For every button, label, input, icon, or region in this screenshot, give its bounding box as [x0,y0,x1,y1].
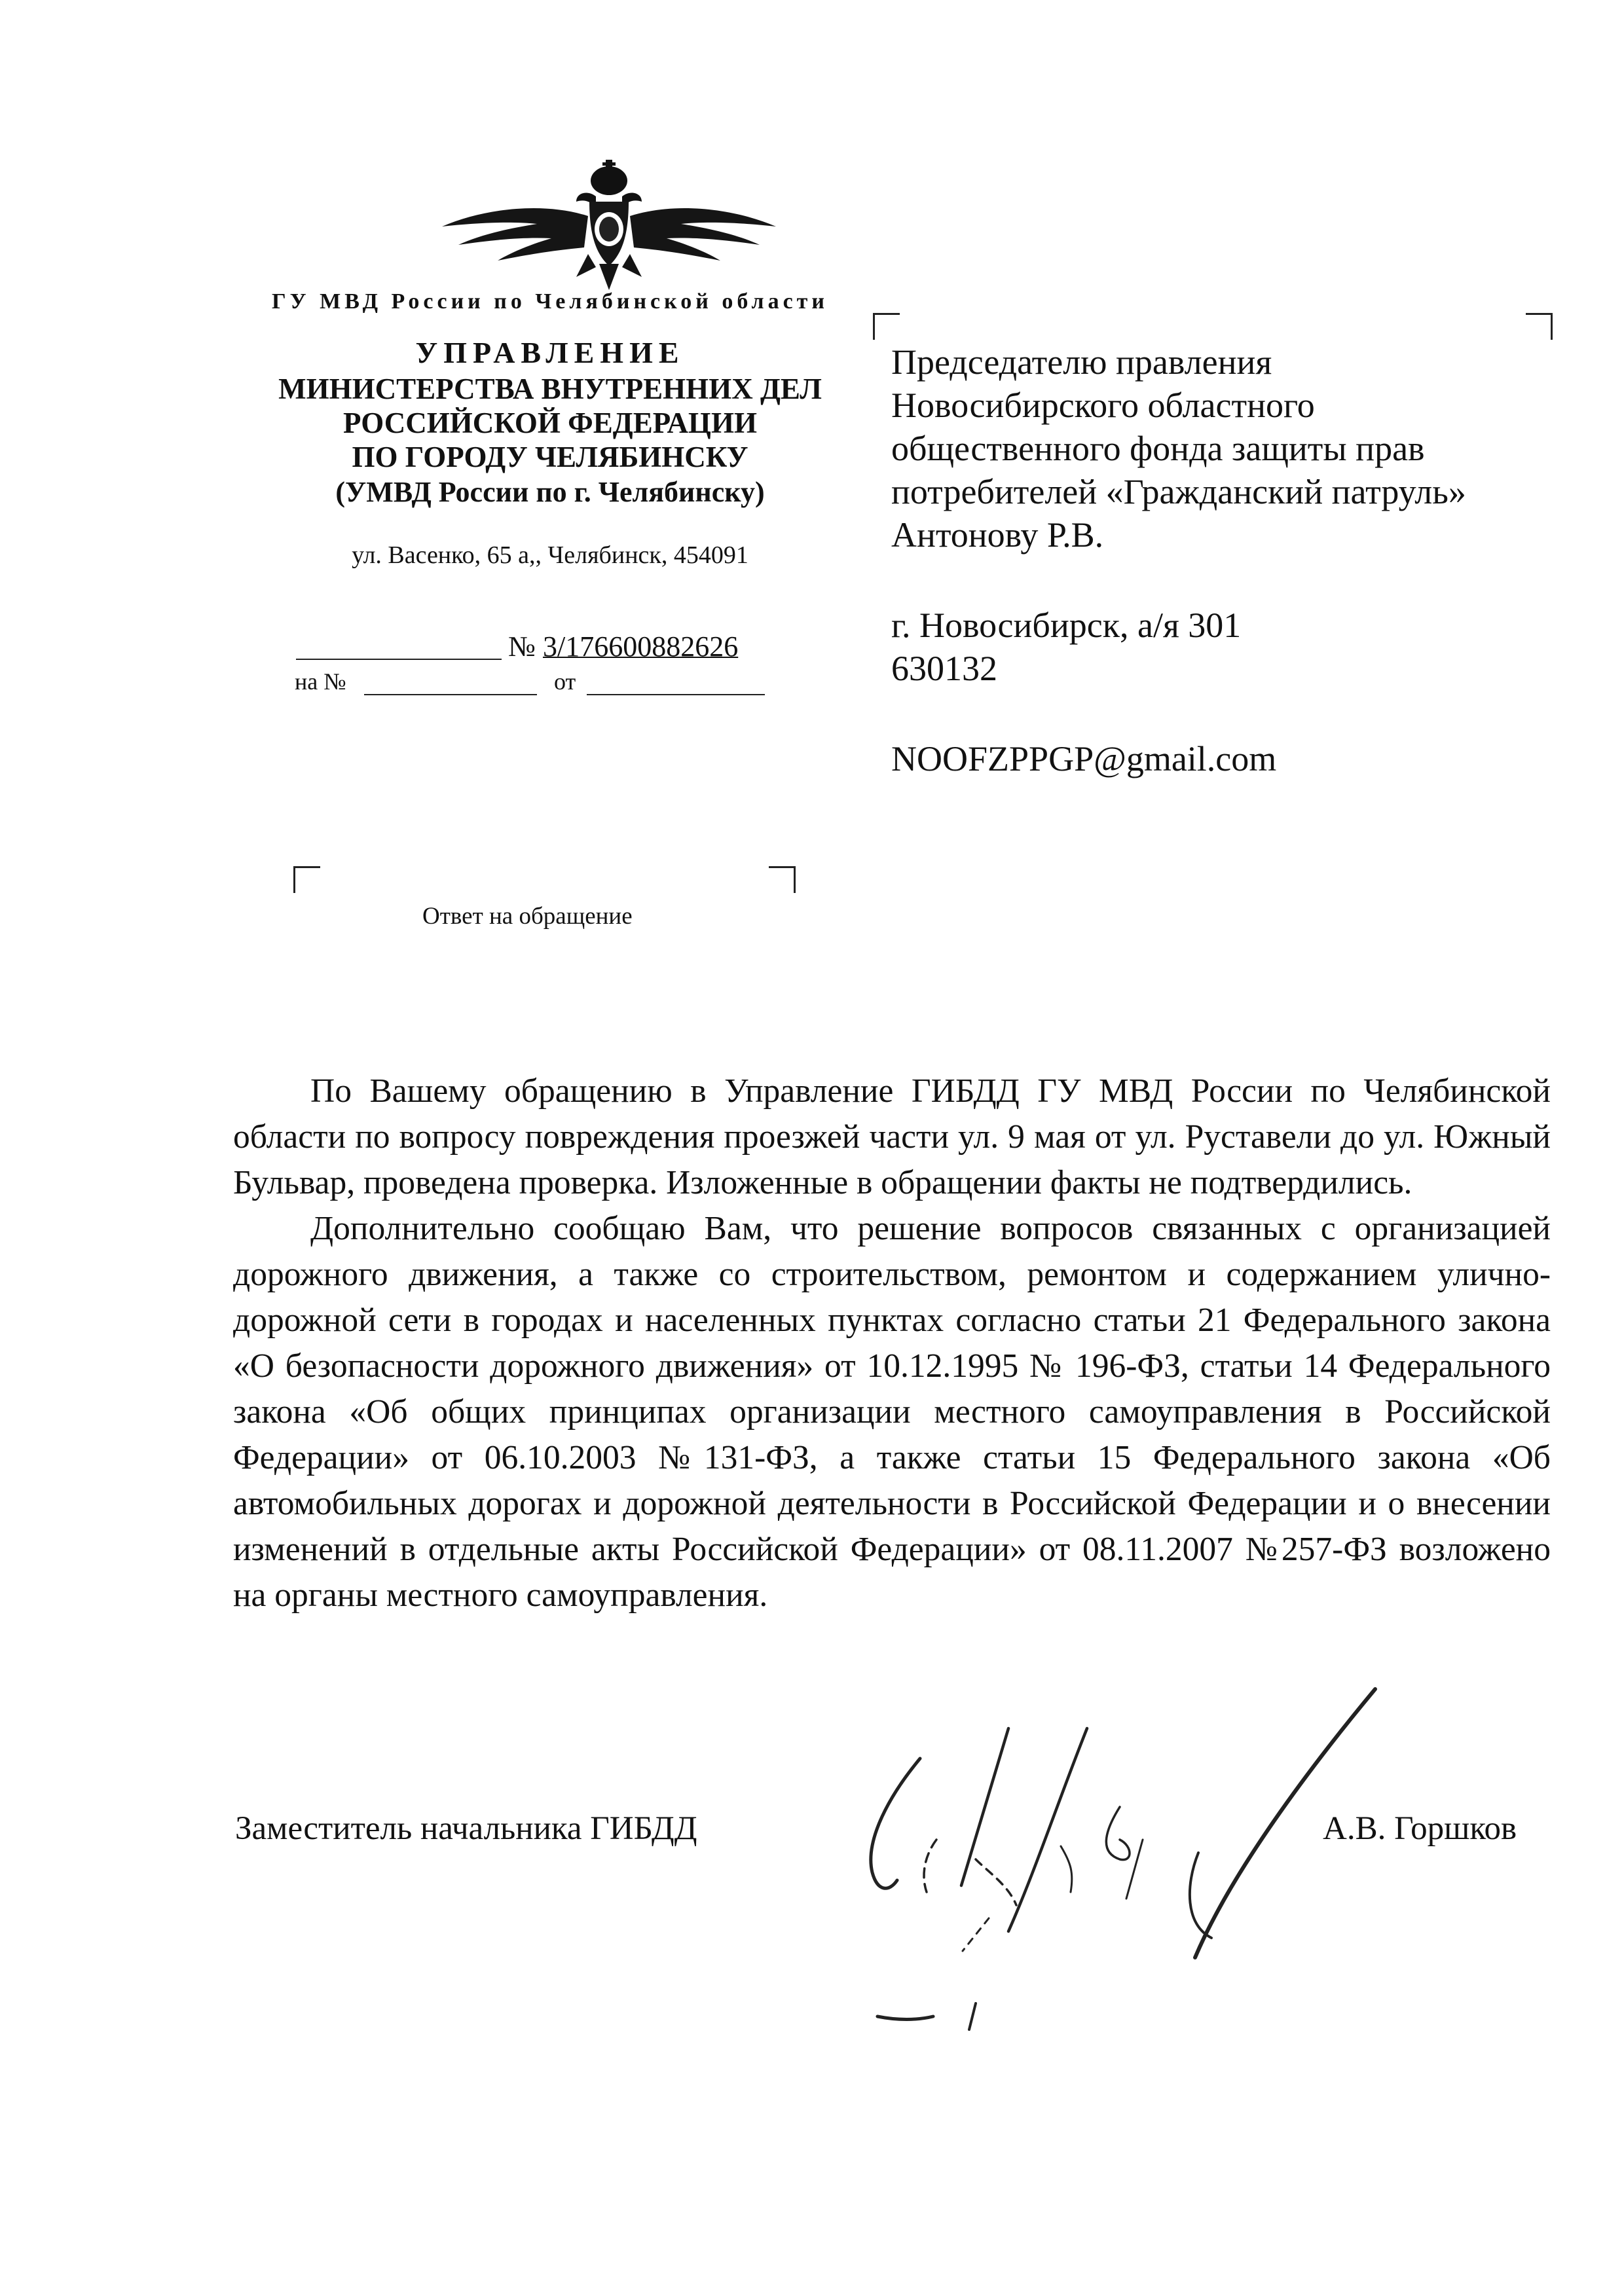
recipient-line-1: Председателю правления [891,342,1272,382]
recipient-line-4: потребителей «Гражданский патруль» [891,472,1466,511]
signer-name: А.В. Горшков [1323,1810,1517,1847]
ref-number-value: 3/176600882626 [542,630,739,663]
recipient-email: NOOFZPPGP@gmail.com [891,739,1277,778]
date-label: от [554,668,576,695]
signer-title: Заместитель начальника ГИБДД [235,1810,697,1847]
reply-to-number-blank [364,694,537,695]
outgoing-number [508,630,738,663]
recipient-postcode: 630132 [891,649,997,688]
recipient-corner-top-left [873,313,900,340]
letter-body [233,1068,1551,1618]
org-name-line-1: УПРАВЛЕНИЕ [415,336,685,369]
recipient-line-5: Антонову Р.В. [891,515,1104,555]
body-paragraph-2: Дополнительно сообщаю Вам, что решение вопросов связанных с организацией дорожного движения, а также со строительством, ремонтом и содержанием улично-дорожной сети в городах и населенных пунктах согласно статьи 21 Федерального закона «О безопасности дорожного движения» от 10.12.1995 № 196-ФЗ, статьи 14 Федерального закона «Об общих принципах организации местного самоуправления в Российской Федерации» от 06.10.2003 №131-ФЗ, а также статьи 15 Федерального закона «Об автомобильных дорогах и дорожной деятельности в Российской Федерации и о внесении изменений в отдельные акты Российской Федерации» от 08.11.2007 №257-ФЗ возложено на органы местного самоуправления. [233,1210,1551,1614]
org-address: ул. Васенко, 65 а,, Челябинск, 454091 [352,541,748,569]
ministry-line: ГУ МВД России по Челябинской области [272,289,828,314]
handwritten-signature-icon [812,1676,1401,2043]
recipient-line-3: общественного фонда защиты прав [891,429,1425,468]
reply-to-date-blank [587,694,765,695]
subject-line: Ответ на обращение [422,903,633,930]
outgoing-date-blank [296,659,502,660]
ref-number-label: № [508,630,536,663]
reply-to-label: на № [295,668,346,695]
recipient-city: г. Новосибирск, а/я 301 [891,606,1242,645]
recipient-line-2: Новосибирского областного [891,386,1315,425]
recipient-corner-top-right [1526,313,1553,340]
subject-corner-top-left [293,866,320,893]
org-name-line-4: ПО ГОРОДУ ЧЕЛЯБИНСКУ [352,441,748,473]
org-name-line-5: (УМВД России по г. Челябинску) [335,476,765,508]
mvd-emblem-icon [380,156,838,300]
subject-corner-top-right [769,866,796,893]
org-name-line-3: РОССИЙСКОЙ ФЕДЕРАЦИИ [343,407,757,439]
body-paragraph-1: По Вашему обращению в Управление ГИБДД ГУ МВД России по Челябинской области по вопросу повреждения проезжей части ул. 9 мая от ул. Руставели до ул. Южный Бульвар, проведена проверка. Изложенные в обращении факты не подтвердились. [233,1072,1551,1201]
org-name-line-2: МИНИСТЕРСТВА ВНУТРЕННИХ ДЕЛ [278,373,822,405]
